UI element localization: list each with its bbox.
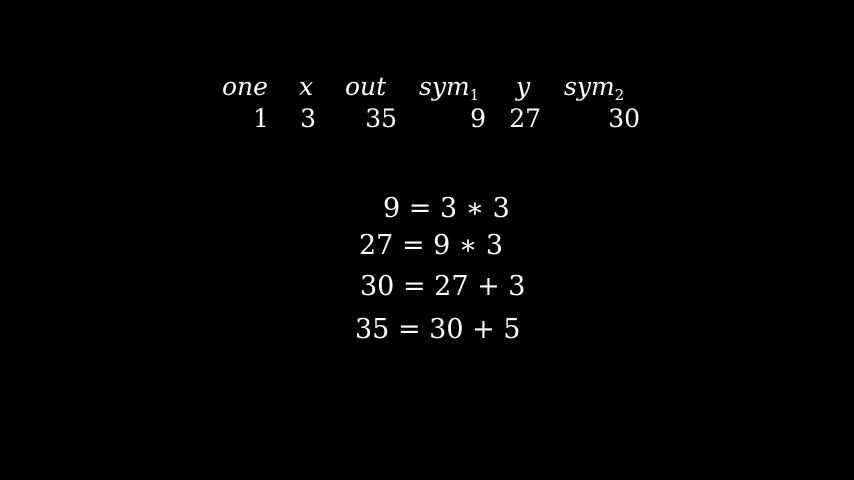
equation-3: 30 = 27 + 3 — [360, 271, 526, 302]
header-sym2: sym$_2$ — [564, 72, 625, 104]
equation-4: 35 = 30 + 5 — [355, 314, 521, 345]
header-out: out — [345, 72, 387, 101]
header-x: x — [299, 72, 314, 101]
header-one: one — [222, 72, 268, 101]
value-y: 27 — [509, 104, 541, 133]
value-x: 3 — [300, 104, 316, 133]
value-one: 1 — [253, 104, 269, 133]
header-y: y — [516, 72, 531, 101]
value-sym1: 9 — [470, 104, 486, 133]
header-sym1: sym$_1$ — [419, 72, 480, 104]
value-out: 35 — [365, 104, 397, 133]
equation-2: 27 = 9 ∗ 3 — [359, 230, 504, 261]
value-sym2: 30 — [608, 104, 640, 133]
equation-1: 9 = 3 ∗ 3 — [383, 193, 510, 224]
